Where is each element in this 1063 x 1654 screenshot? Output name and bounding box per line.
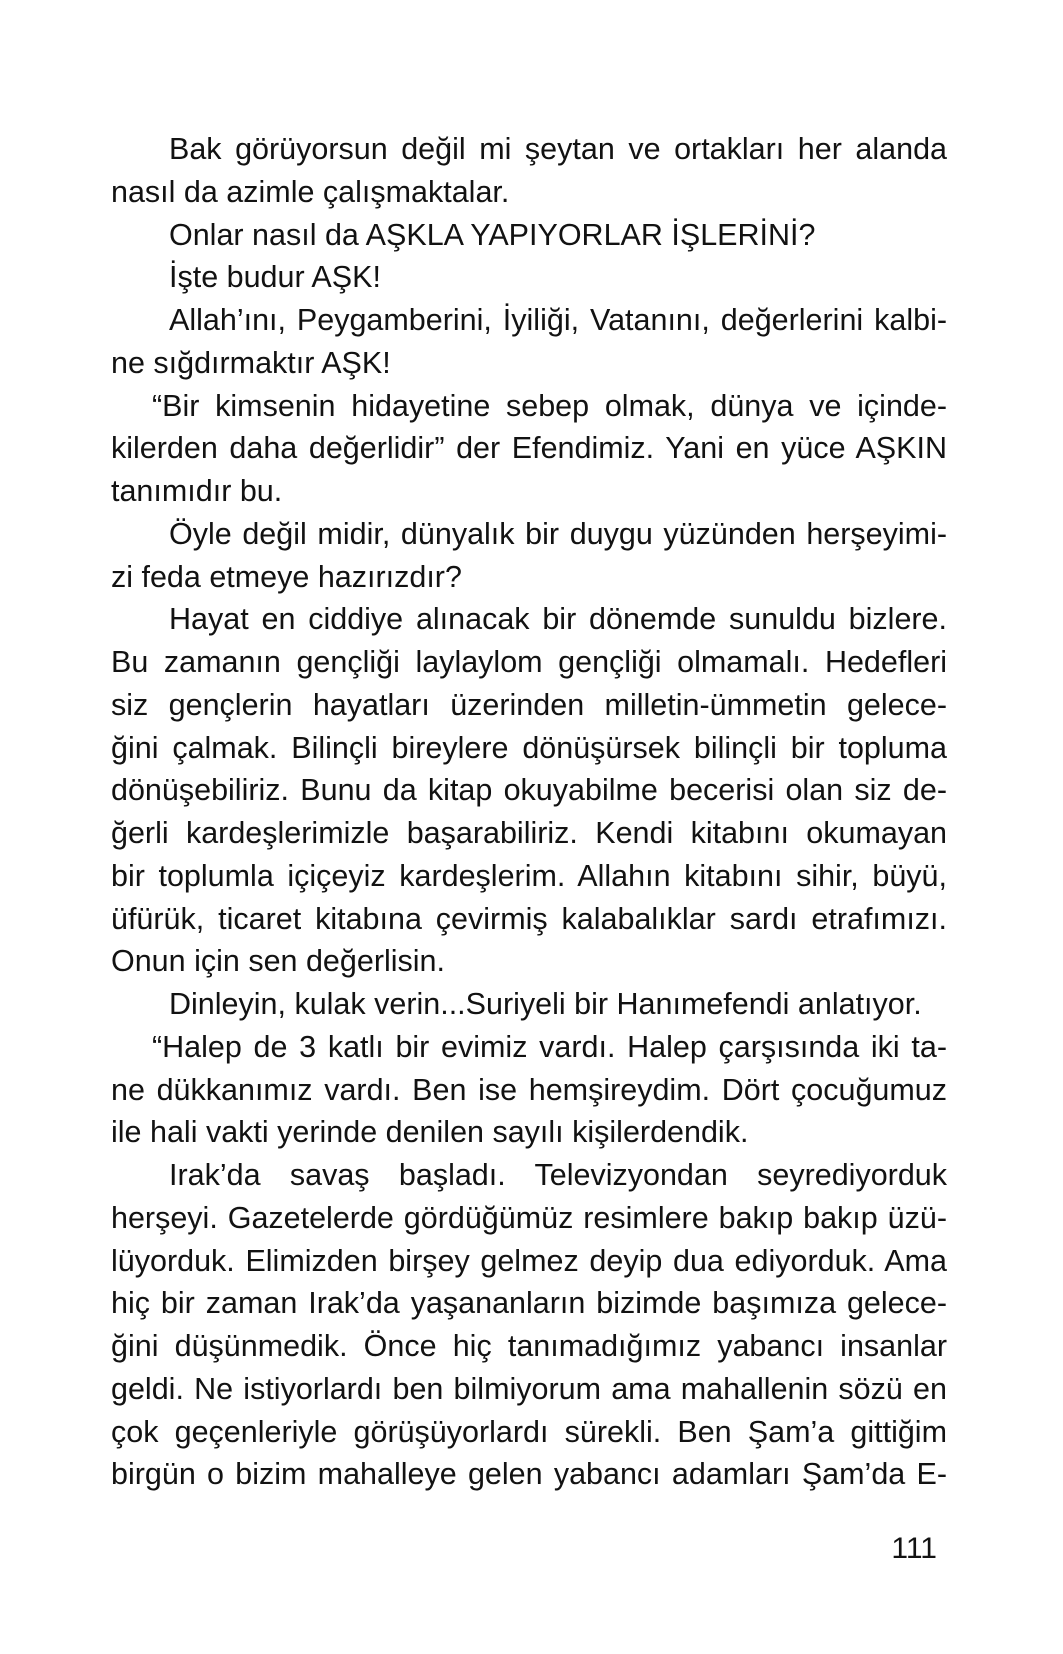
text-line: Bu zamanın gençliği laylaylom gençliği olmamalı. Hedefleri <box>111 645 947 679</box>
text-line: çok geçenleriyle görüşüyorlardı sürekli. Ben Şam’a gittiğim <box>111 1414 947 1449</box>
text-line: “Bir kimsenin hidayetine sebep olmak, dünya ve içinde- <box>152 388 947 423</box>
text-line: ile hali vakti yerinde denilen sayılı kişilerdendik. <box>111 1115 749 1150</box>
paragraph <box>111 983 947 1026</box>
text-line: dönüşebiliriz. Bunu da kitap okuyabilme becerisi olan siz de- <box>111 773 947 808</box>
paragraph <box>111 299 947 385</box>
paragraph <box>111 1154 947 1496</box>
text-line: herşeyi. Gazetelerde gördüğümüz resimlere bakıp bakıp üzü- <box>111 1200 947 1235</box>
text-line: “Halep de 3 katlı bir evimiz vardı. Halep çarşısında iki ta- <box>152 1029 947 1064</box>
text-line: Dinleyin, kulak verin...Suriyeli bir Hanımefendi anlatıyor. <box>169 987 922 1021</box>
text-line: ne sığdırmaktır AŞK! <box>111 345 391 380</box>
text-line: ne dükkanımız vardı. Ben ise hemşireydim. Dört çocuğumuz <box>111 1072 947 1107</box>
text-line: geldi. Ne istiyorlardı ben bilmiyorum ama mahallenin sözü en <box>111 1371 947 1406</box>
text-line: birgün o bizim mahalleye gelen yabancı adamları Şam’da E- <box>111 1457 947 1492</box>
paragraph <box>111 598 947 983</box>
text-line: Irak’da savaş başladı. Televizyondan seyrediyorduk <box>169 1158 947 1192</box>
text-line: İşte budur AŞK! <box>169 260 381 295</box>
paragraph <box>111 214 947 257</box>
text-line: bir toplumla içiçeyiz kardeşlerim. Allahın kitabını sihir, büyü, <box>111 858 947 893</box>
text-line: Bak görüyorsun değil mi şeytan ve ortakları her alanda <box>169 132 947 166</box>
text-line: siz gençlerin hayatları üzerinden milletin-ümmetin gelece- <box>111 687 947 722</box>
paragraph <box>111 513 947 599</box>
paragraph <box>111 1026 947 1154</box>
text-line: Onlar nasıl da AŞKLA YAPIYORLAR İŞLERİNİ? <box>169 217 816 252</box>
page-body-text <box>111 128 947 1496</box>
text-line: ğini çalmak. Bilinçli bireylere dönüşürsek bilinçli bir topluma <box>111 730 947 765</box>
text-line: üfürük, ticaret kitabına çevirmiş kalabalıklar sardı etrafımızı. <box>111 901 947 936</box>
text-line: ğini düşünmedik. Önce hiç tanımadığımız yabancı insanlar <box>111 1329 947 1363</box>
text-line: ğerli kardeşlerimizle başarabiliriz. Kendi kitabını okumayan <box>111 816 947 850</box>
text-line: tanımıdır bu. <box>111 474 283 508</box>
text-line: Hayat en ciddiye alınacak bir dönemde sunuldu bizlere. <box>169 602 947 637</box>
page-number: 111 <box>891 1532 937 1565</box>
text-line: zi feda etmeye hazırızdır? <box>111 559 462 594</box>
paragraph <box>111 385 947 513</box>
text-line: Allah’ını, Peygamberini, İyiliği, Vatanını, değerlerini kalbi- <box>169 303 947 337</box>
text-line: hiç bir zaman Irak’da yaşananların bizimde başımıza gelece- <box>111 1286 947 1321</box>
text-line: Öyle değil midir, dünyalık bir duygu yüzünden herşeyimi- <box>169 516 947 551</box>
text-line: nasıl da azimle çalışmaktalar. <box>111 174 510 209</box>
paragraph <box>111 128 947 214</box>
text-line: kilerden daha değerlidir” der Efendimiz. Yani en yüce AŞKIN <box>111 431 947 466</box>
text-line: lüyorduk. Elimizden birşey gelmez deyip dua ediyorduk. Ama <box>111 1243 947 1278</box>
text-line: Onun için sen değerlisin. <box>111 944 445 979</box>
paragraph <box>111 256 947 299</box>
